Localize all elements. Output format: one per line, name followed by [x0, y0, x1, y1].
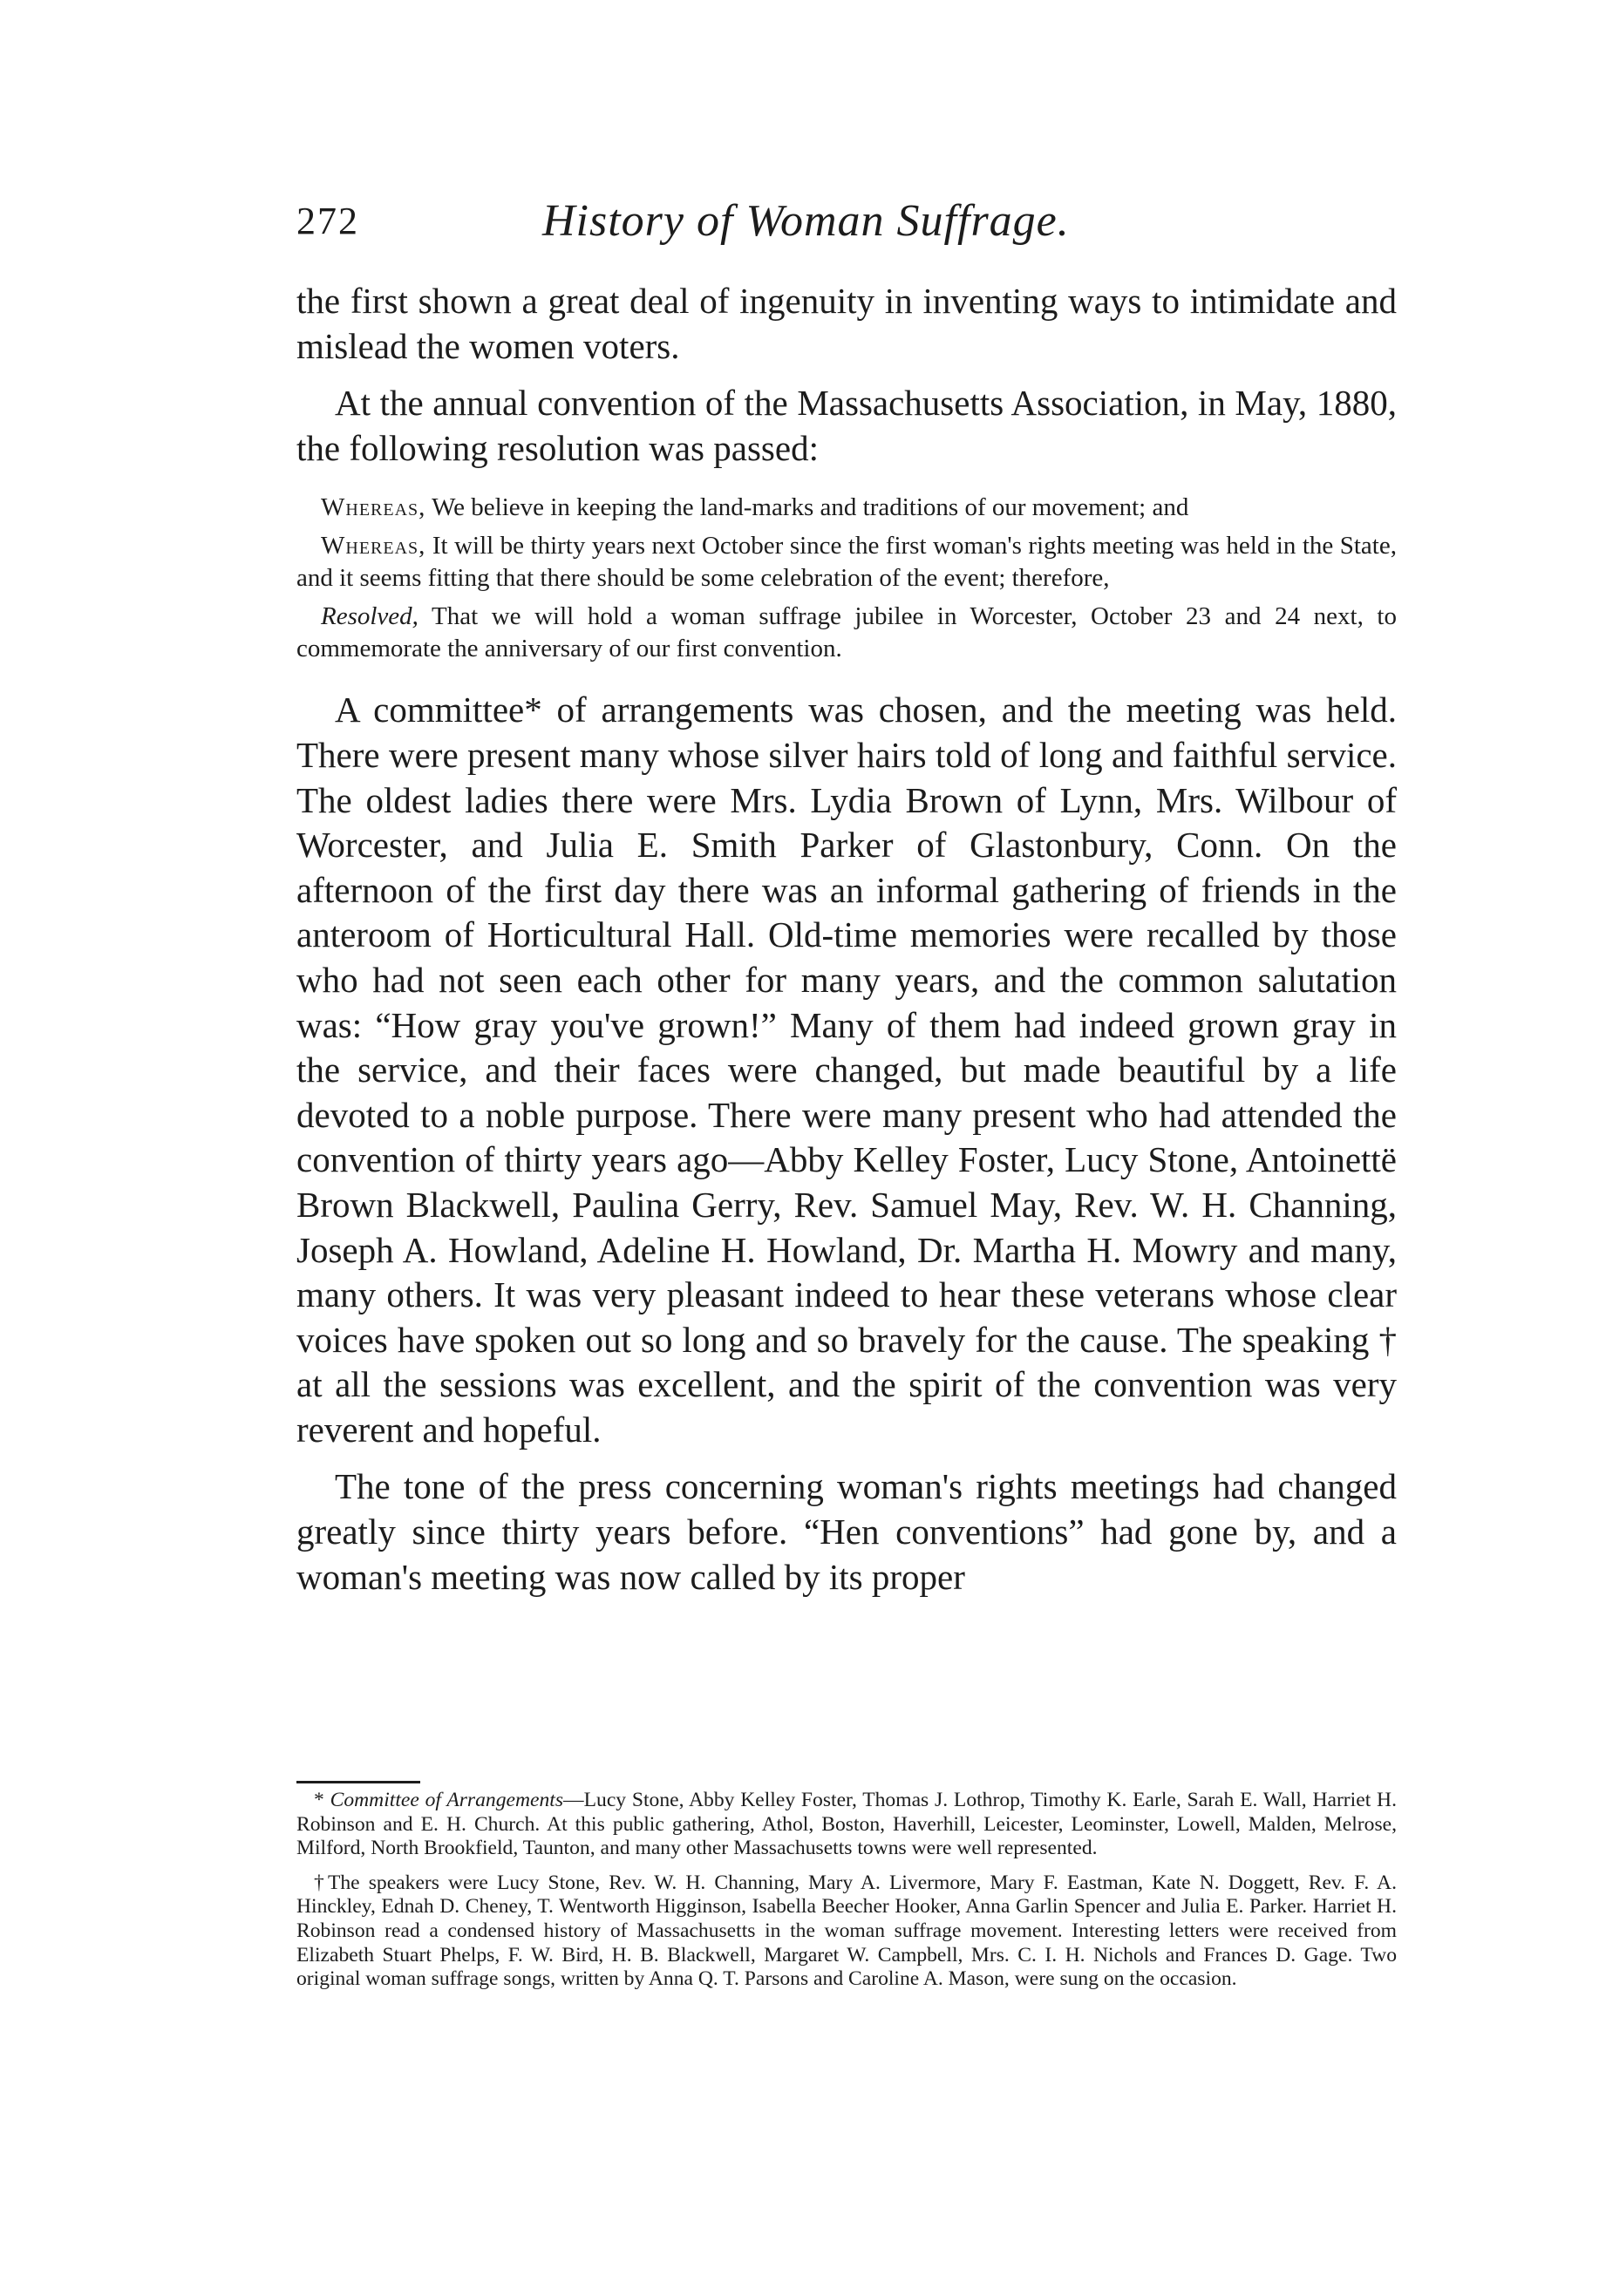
whereas-clause-1	[296, 492, 1397, 524]
footnote-mark: *	[314, 1789, 330, 1811]
paragraph-continuation: the first shown a great deal of ingenuity in inventing ways to intimidate and mislead the women voters.	[296, 281, 1397, 366]
whereas-word: Whereas,	[321, 493, 426, 522]
footnote-text: —Lucy Stone, Abby Kelley Foster, Thomas J. Lothrop, Timothy K. Earle, Sarah E. Wall, Harriet H. Robinson and E. H. Church. At this public gathering, Athol, Boston, Haverhill, Leicester, Leominster, Lowell, Malden, Melrose, Milford, North Brookfield, Taunton, and many other Massachusetts towns were well represented.	[296, 1789, 1397, 1860]
page-header	[296, 190, 1133, 253]
paragraph-annual-convention: At the annual convention of the Massachusetts Association, in May, 1880, the following resolution was passed:	[296, 383, 1397, 468]
whereas-text: We believe in keeping the land-marks and traditions of our movement; and	[425, 493, 1189, 522]
whereas-text: It will be thirty years next October since the first woman's rights meeting was held in the State, and it seems fitting that there should be some celebration of the event; therefore,	[296, 532, 1397, 593]
resolved-clause	[296, 601, 1397, 665]
footnote-divider	[296, 1781, 420, 1783]
whereas-word: Whereas,	[321, 532, 426, 560]
footnote-committee	[296, 1789, 1397, 1861]
resolved-word: Resolved,	[321, 602, 418, 631]
page-number: 272	[296, 200, 359, 242]
whereas-clause-2	[296, 530, 1397, 594]
footnote-speakers: †The speakers were Lucy Stone, Rev. W. H. Channing, Mary A. Livermore, Mary F. Eastman, Kate N. Doggett, Rev. F. A. Hinckley, Ednah D. Cheney, T. Wentworth Higginson, Isabella Beecher Hooker, Anna Garlin Spencer and Julia E. Parker. Harriet H. Robinson read a condensed history of Massachusetts in the woman suffrage movement. Interesting letters were received from Elizabeth Stuart Phelps, F. W. Bird, H. B. Blackwell, Margaret W. Campbell, Mrs. C. I. H. Nichols and Frances D. Gage. Two original woman suffrage songs, written by Anna Q. T. Parsons and Caroline A. Mason, were sung on the occasion.	[296, 1871, 1397, 1991]
footnotes	[296, 1789, 1397, 1992]
resolution-quote	[296, 492, 1397, 665]
resolved-text: That we will hold a woman suffrage jubilee in Worcester, October 23 and 24 next, to commemorate the anniversary of our first convention.	[296, 602, 1397, 663]
paragraph-committee: A committee* of arrangements was chosen, and the meeting was held. There were present many whose silver hairs told of long and faithful service. The oldest ladies there were Mrs. Lydia Brown of Lynn, Mrs. Wilbour of Worcester, and Julia E. Smith Parker of Glastonbury, Conn. On the afternoon of the first day there was an informal gathering of friends in the anteroom of Horticultural Hall. Old-time memories were recalled by those who had not seen each other for many years, and the common salutation was: “How gray you've grown!” Many of them had indeed grown gray in the service, and their faces were changed, but made beautiful by a life devoted to a noble purpose. There were many present who had attended the convention of thirty years ago—Abby Kelley Foster, Lucy Stone, Antoinettë Brown Blackwell, Paulina Gerry, Rev. Samuel May, Rev. W. H. Channing, Joseph A. Howland, Adeline H. Howland, Dr. Martha H. Mowry and many, many others. It was very pleasant indeed to hear these veterans whose clear voices have spoken out so long and so bravely for the cause. The speaking † at all the sessions was excellent, and the spirit of the convention was very reverent and hopeful.	[296, 689, 1397, 1450]
paragraph-press-tone: The tone of the press concerning woman's rights meetings had changed greatly since thirty years before. “Hen conventions” had gone by, and a woman's meeting was now called by its proper	[296, 1466, 1397, 1597]
main-text	[296, 279, 1397, 1600]
footnote-label: Committee of Arrangements	[330, 1789, 564, 1811]
running-title: History of Woman Suffrage.	[542, 196, 1070, 246]
